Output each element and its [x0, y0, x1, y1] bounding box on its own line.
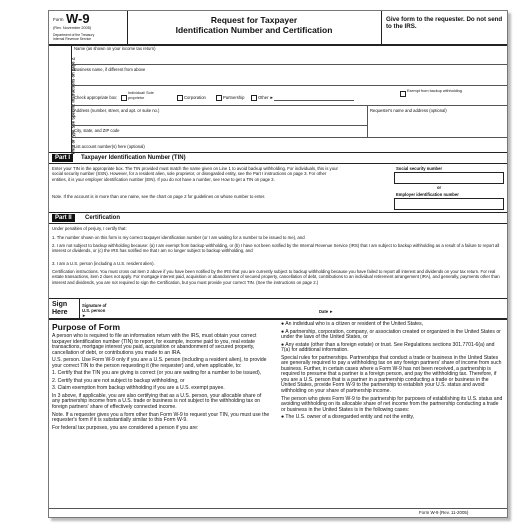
account-number-label: List account number(s) here (optional)	[74, 144, 145, 149]
ssn-input[interactable]	[394, 172, 504, 184]
purpose-right-para-5: The person who gives Form W-9 to the partnership for purposes of establishing its U.S. status and avoiding withholding on its allocable share of net income from the partnership conducting a trade or business in the United States is in the following cases:	[281, 395, 503, 413]
purpose-right-para-1: ● An individual who is a citizen or resident of the United States,	[281, 321, 424, 327]
ein-label: Employer identification number	[396, 192, 459, 197]
corporation-checkbox[interactable]	[177, 95, 183, 101]
name-field-label: Name (as shown on your income tax return)	[74, 46, 156, 51]
purpose-para-1: A person who is required to file an information return with the IRS, must obtain your correct taxpayer identification number (TIN) to report, for example, income paid to you, real estate transactions, mortgage interest you paid, acquisition or abandonment of secured property, cancellation of debt, or contributions you made to an IRA.	[52, 333, 257, 356]
other-label: Other ►	[258, 95, 274, 100]
purpose-right-para-2: ● A partnership, corporation, company, or association created or organized in the United States or under the laws of the United States, or	[281, 328, 501, 341]
exempt-label: Exempt from backup withholding	[407, 89, 462, 93]
part1-title: Taxpayer Identification Number (TIN)	[81, 155, 186, 161]
date-input[interactable]	[334, 302, 499, 314]
signature-input[interactable]	[111, 302, 311, 314]
city-label: City, state, and ZIP code	[74, 128, 120, 133]
part1-badge: Part I	[52, 154, 73, 162]
ssn-label: Social security number	[396, 166, 443, 171]
form-label: Form	[53, 17, 64, 22]
corporation-label: Corporation	[184, 95, 206, 100]
w9-form-page	[48, 10, 508, 518]
side-instructions-label: Print or type See Specific Instructions on page 2.	[70, 56, 76, 155]
department-line: Department of the Treasury	[53, 33, 95, 37]
form-number: W-9	[66, 11, 90, 26]
certification-instructions: Certification instructions. You must cross out item 2 above if you have been notified by the IRS that you are currently subject to backup withholding because you have failed to report all interest and dividends on your tax return. For real estate transactions, item 2 does not apply. For mortgage interest paid, acquisition or abandonment of secured property, cancellation of debt, contributions to an individual retirement arrangement (IRA), and generally, payments other than interest and dividends, you are not required to sign the Certification, but you must provide your correct TIN. (See the instructions on page 2.)	[52, 269, 500, 285]
purpose-para-2: U.S. person. Use Form W-9 only if you are a U.S. person (including a resident alien), to provide your correct TIN to the person requesting it (the requester) and, when applicable, to:	[52, 357, 267, 369]
exempt-checkbox[interactable]	[400, 91, 406, 97]
purpose-left-column	[52, 334, 270, 433]
certify-item-3: 3. I am a U.S. person (including a U.S. resident alien).	[52, 261, 155, 266]
form-title-line1: Request for Taxpayer	[210, 15, 298, 25]
purpose-para-7: Note. If a requester gives you a form other than Form W-9 to request your TIN, you must use the requester's form if it is substantially similar to this Form W-9.	[52, 411, 270, 424]
individual-checkbox[interactable]	[121, 95, 127, 101]
name-input[interactable]	[74, 52, 504, 63]
part2-badge: Part II	[52, 214, 75, 222]
purpose-heading: Purpose of Form	[52, 322, 121, 332]
partnership-checkbox[interactable]	[216, 95, 222, 101]
requester-label: Requester's name and address (optional)	[370, 108, 447, 113]
purpose-right-para-3: ● Any estate (other than a foreign estate) or trust. See Regulations sections 301.7701-6(a) and 7(a) for additional information.	[281, 341, 495, 354]
address-label: Address (number, street, and apt. or suite no.)	[74, 108, 160, 113]
give-form-notice: Give form to the requester. Do not send to the IRS.	[386, 16, 503, 31]
account-number-input[interactable]	[179, 141, 499, 151]
purpose-para-8: For federal tax purposes, you are considered a person if you are:	[52, 424, 199, 431]
revision-date: (Rev. November 2005)	[53, 26, 92, 30]
other-checkbox[interactable]	[251, 95, 257, 101]
purpose-para-5: 3. Claim exemption from backup withholding if you are a U.S. exempt payee.	[52, 385, 225, 392]
signature-label: Signature of U.S. person ►	[82, 303, 107, 318]
address-input[interactable]	[74, 114, 364, 124]
requester-input[interactable]	[370, 114, 504, 134]
purpose-para-6: In 3 above, if applicable, you are also certifying that as a U.S. person, your allocable share of any partnership income from a U.S. trade or business is not subject to the withholding tax on foreign partners' share of effectively connected income.	[52, 392, 262, 411]
footer-form-id: Form W-9 (Rev. 11-2005)	[419, 510, 469, 515]
check-box-label: Check appropriate box:	[74, 95, 118, 100]
purpose-right-para-6: ● The U.S. owner of a disregarded entity and not the entity,	[281, 414, 415, 421]
certify-item-2: 2. I am not subject to backup withholding because: (a) I am exempt from backup withholding, or (b) I have not been notified by the Internal Revenue Service (IRS) that I am subject to backup withholding as a result of a failure to report all interest or dividends, or (c) the IRS has notified me that I am no longer subject to backup withholding, and	[52, 243, 500, 254]
part2-title: Certification	[85, 215, 121, 221]
partnership-label: Partnership	[223, 95, 245, 100]
purpose-right-para-4: Special rules for partnerships. Partnerships that conduct a trade or business in the United States are generally required to pay a withholding tax on any foreign partners' share of income from such business. Further, in certain cases where a Form W-9 has not been received, a partnership is required to presume that a partner is a foreign person, and pay the withholding tax. Therefore, if you are a U.S. person that is a partner in a partnership conducting a trade or business in the United States, provide Form W-9 to the partnership to establish your U.S. status and avoid withholding on your share of partnership income.	[281, 354, 502, 395]
date-label: Date ►	[319, 309, 334, 314]
part1-note: Note. If the account is in more than one name, see the chart on page 2 for guidelines on whose number to enter.	[52, 194, 266, 199]
individual-label: Individual/ Sole proprietor	[128, 91, 154, 100]
certify-intro: Under penalties of perjury, I certify that:	[52, 226, 127, 231]
part1-instructions: Enter your TIN in the appropriate box. The TIN provided must match the name given on Line 1 to avoid backup withholding. For individuals, this is your social security number (SSN). However, for a resident alien, sole proprietor, or disregarded entity, see the Part I instructions on page 3. For other entities, it is your employer identification number (EIN). If you do not have a number, see How to get a TIN on page 3.	[52, 166, 338, 182]
business-name-input[interactable]	[74, 73, 504, 83]
ein-input[interactable]	[394, 198, 504, 210]
business-name-label: Business name, if different from above	[74, 67, 146, 72]
purpose-right-column	[281, 322, 503, 423]
irs-line: Internal Revenue Service	[53, 37, 92, 41]
or-label: or	[437, 185, 442, 190]
sign-here-label: Sign Here	[52, 301, 68, 316]
purpose-para-4: 2. Certify that you are not subject to backup withholding, or	[52, 377, 185, 384]
form-title-line2: Identification Number and Certification	[175, 25, 333, 35]
purpose-para-3: 1. Certify that the TIN you are giving is correct (or you are waiting for a number to be issued),	[52, 370, 262, 377]
certify-item-1: 1. The number shown on this form is my correct taxpayer identification number (or I am waiting for a number to be issued to me), and	[52, 235, 305, 240]
